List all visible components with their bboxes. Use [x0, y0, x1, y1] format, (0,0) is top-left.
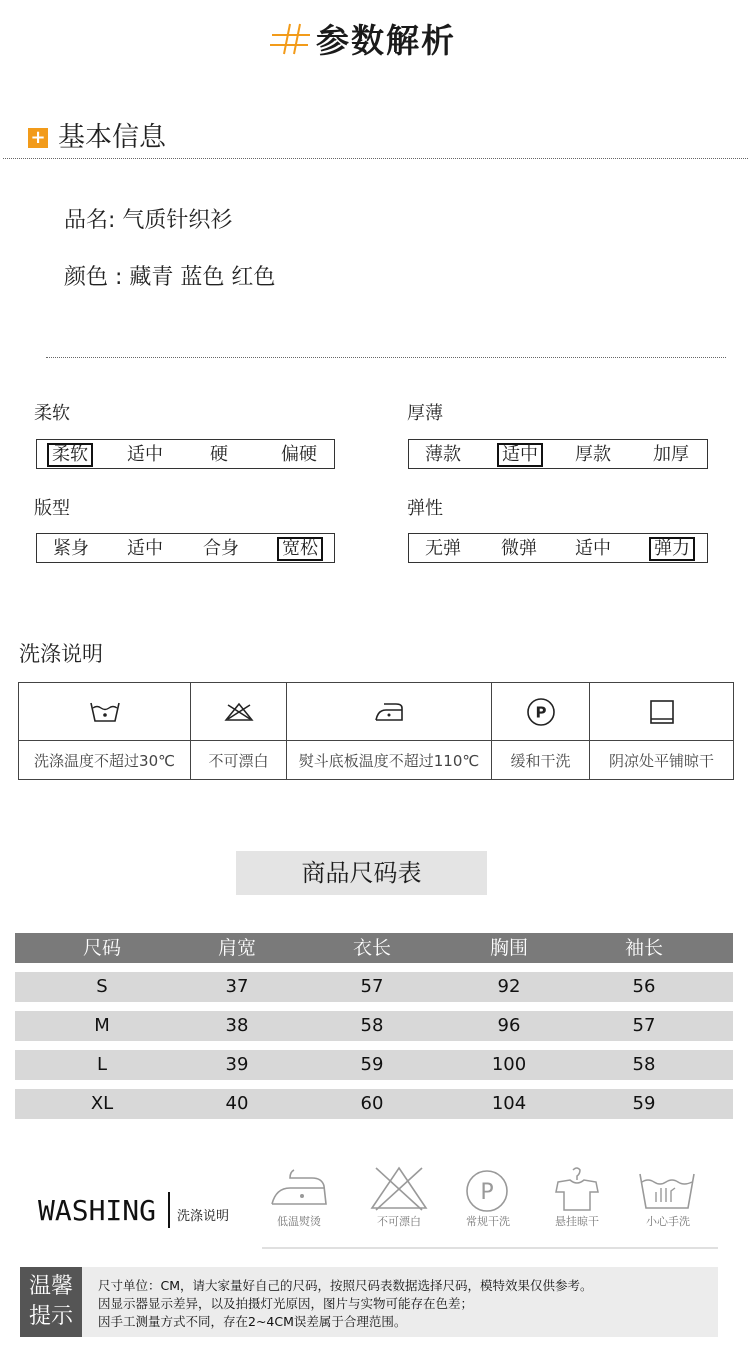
hang-dry-icon [542, 1164, 612, 1212]
plus-icon: + [28, 128, 48, 148]
washing-cell [287, 683, 492, 779]
product-colors: 颜色 : 藏青 蓝色 红色 [64, 265, 276, 290]
notice-line: 尺寸单位：CM，请大家量好自己的尺码，按照尺码表数据选择尺码，模特效果仅供参考。 [98, 1278, 593, 1293]
elasticity-label: 弹性 [407, 498, 443, 519]
thickness-scale [408, 439, 708, 469]
table-cell: 100 [491, 1054, 527, 1075]
softness-label: 柔软 [34, 403, 70, 424]
washing-text: 熨斗底板温度不超过110℃ [298, 751, 480, 770]
washing-table [18, 682, 734, 780]
fit-option: 适中 [127, 538, 163, 559]
elasticity-scale [408, 533, 708, 563]
iron-icon [372, 700, 406, 724]
fit-label: 版型 [34, 498, 70, 519]
washing-banner-word: WASHING [38, 1194, 157, 1227]
dry-clean-p-icon [526, 697, 556, 727]
washing-text: 不可漂白 [208, 751, 269, 770]
banner-icon-label: 低温熨烫 [277, 1215, 321, 1228]
thickness-option: 薄款 [425, 444, 461, 465]
softness-option: 柔软 [47, 443, 93, 467]
column-header: 尺码 [82, 937, 121, 959]
notice-line: 因手工测量方式不同，存在2~4CM误差属于合理范围。 [98, 1314, 407, 1329]
divider [46, 357, 726, 358]
washing-text: 阴凉处平铺晾干 [608, 751, 714, 770]
banner-icon-label: 常规干洗 [466, 1215, 510, 1228]
divider [262, 1247, 718, 1249]
notice-tag [20, 1267, 82, 1337]
column-header: 衣长 [352, 937, 391, 959]
thickness-option: 适中 [497, 443, 543, 467]
low-temp-iron-icon [264, 1164, 334, 1212]
washing-title: 洗涤说明 [19, 642, 103, 666]
banner-icon-label: 不可漂白 [377, 1215, 421, 1228]
thickness-option: 加厚 [653, 444, 689, 465]
table-cell: 58 [360, 1015, 384, 1036]
softness-option: 适中 [127, 444, 163, 465]
table-cell: 92 [497, 976, 521, 997]
hash-decoration-icon [266, 18, 314, 58]
table-row [15, 972, 733, 1002]
table-cell: 37 [225, 976, 249, 997]
washing-banner-cn: 洗涤说明 [177, 1209, 230, 1224]
table-cell: XL [90, 1093, 114, 1114]
elasticity-option: 弹力 [649, 537, 695, 561]
washing-text: 缓和干洗 [510, 751, 571, 770]
divider [3, 158, 748, 159]
no-bleach-icon [224, 701, 254, 723]
washing-cell [590, 683, 733, 779]
page-title: 参数解析 [316, 21, 456, 60]
basic-info-title: 基本信息 [58, 122, 166, 153]
table-cell: 40 [225, 1093, 249, 1114]
softness-scale [36, 439, 335, 469]
elasticity-option: 微弹 [501, 538, 537, 559]
table-cell: 59 [360, 1054, 384, 1075]
table-cell: M [94, 1015, 110, 1036]
softness-option: 偏硬 [281, 444, 317, 465]
elasticity-option: 适中 [575, 538, 611, 559]
notice-tag-line: 提示 [28, 1304, 73, 1329]
product-name: 品名: 气质针织衫 [64, 208, 233, 233]
fit-option: 合身 [203, 538, 239, 559]
fit-option: 紧身 [53, 538, 89, 559]
table-cell: 104 [491, 1093, 527, 1114]
table-cell: 38 [225, 1015, 249, 1036]
dry-flat-icon [649, 699, 675, 725]
table-cell: 39 [225, 1054, 249, 1075]
thickness-option: 厚款 [575, 444, 611, 465]
table-cell: 57 [360, 976, 384, 997]
table-cell: 59 [632, 1093, 656, 1114]
svg-text:P: P [480, 1180, 494, 1205]
washing-cell [191, 683, 287, 779]
column-header: 肩宽 [217, 937, 256, 959]
table-cell: 56 [632, 976, 656, 997]
wash-30-icon [89, 700, 121, 724]
table-row [15, 1011, 733, 1041]
dry-clean-p-icon [452, 1164, 522, 1212]
svg-text:P: P [535, 703, 546, 721]
softness-option: 硬 [210, 444, 228, 465]
table-cell: S [96, 976, 108, 997]
divider [168, 1192, 170, 1228]
table-cell: 58 [632, 1054, 656, 1075]
washing-cell [492, 683, 590, 779]
column-header: 胸围 [489, 937, 528, 959]
table-cell: 60 [360, 1093, 384, 1114]
table-cell: 57 [632, 1015, 656, 1036]
table-cell: L [96, 1054, 108, 1075]
elasticity-option: 无弹 [425, 538, 461, 559]
no-bleach-triangle-icon [364, 1164, 434, 1212]
notice-line: 因显示器显示差异，以及拍摄灯光原因，图片与实物可能存在色差； [98, 1296, 474, 1311]
banner-icon-label: 小心手洗 [646, 1215, 690, 1228]
banner-icon-label: 悬挂晾干 [555, 1215, 599, 1228]
thickness-label: 厚薄 [407, 403, 443, 424]
size-table-title: 商品尺码表 [236, 851, 487, 895]
table-row [15, 1050, 733, 1080]
table-cell: 96 [497, 1015, 521, 1036]
fit-option: 宽松 [277, 537, 323, 561]
notice-tag-line: 温馨 [28, 1274, 73, 1299]
washing-text: 洗涤温度不超过30℃ [34, 751, 175, 770]
size-table-header [15, 933, 733, 963]
column-header: 袖长 [624, 937, 663, 959]
hand-wash-icon [632, 1164, 702, 1212]
washing-cell [19, 683, 191, 779]
table-row [15, 1089, 733, 1119]
fit-scale [36, 533, 335, 563]
